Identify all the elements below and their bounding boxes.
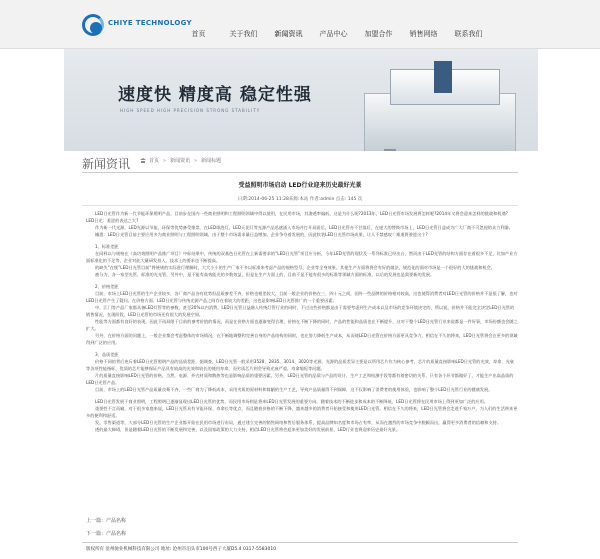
nav-contact[interactable]: 联系我们 [454,30,483,38]
footer-divider [82,542,518,543]
article-paragraph: LED日光管作为新一代节能环保照明产品，目前步在国内一些商业照明和工程照明领域中得以使用，在民用市场，其渗透率偏低，这是为什么呢?2013年，LED日光管市场发展将怎样呢?2014年又将会迎来怎样的挑战和机遇? [95,211,508,216]
article-paragraph: 性能等方面都有良好的表现，因此不再局限于目前的参考价值的情况，而是在价格方面也逐渐变得合理，价格在不断下降的同时，产品的性能和品质也在不断提升，这对于整个LED日光管行业来说都是一件好事，市场份额也会随之扩大。 [86,319,518,331]
article-paragraph: 中，江门等产品厂家都具备LED灯管等的参数，甚至20%以内消费。LED日光管日益融入传统灯管行业的同时，不过这些价格都是由于需要考虑到生产成本以及市场的竞争环境决定的，所以说，价格并不能完全决定LED日光管的销售情况，在现阶段，LED日光管的市场还有很大的发展空间。 [86,305,515,317]
article-paragraph: 透的最大障碍，但是随着LED日光管的不断发展和完善，以及国家政策的大力支持，相信LED日光管将会迎来更加美好的发展前景，LED行业也将迎来历史最好光景。 [95,427,401,432]
article-paragraph: 目前，市场上的LED日光管产品质量良莠不齐，一些厂商为了降低成本，采用劣质的原材料和简陋的生产工艺，导致产品质量得不到保障，这不仅影响了消费者的使用体验，也影响了整个LED日光管行业的健康发展。 [95,387,493,392]
article-paragraph: 在同样以与规格在《高功效照明产品推广项目》中标结果中，传统的双基色日光管在上新需要求的“LED日光管”项目应分析，今年LED光管的现状及一系列标准已经出台，然而由于LED光管的结构方面存在着很多不足，比如产业方面标准化的不足等，企业对此大量研发投入，技术上的要求也不断提高。 [86,251,518,263]
main-nav [176,28,491,44]
breadcrumb-separator: » [163,157,167,164]
article-paragraph: 據悉：LED日光管目前主要应用多为商业照明与工程照明领域，由于整个市场需求量日益增加，企业争夺着发展的，因此软装LED日光管市场成果，让人不禁感叹！难道将驶进这个? [95,232,428,237]
home-icon [140,158,146,163]
breadcrumb-home[interactable]: 首页 [149,158,160,164]
breadcrumb-news[interactable]: 新闻资讯 [170,158,191,164]
breadcrumb-separator: » [194,157,198,164]
nav-join[interactable]: 加盟合作 [364,30,393,38]
hero-banner [64,49,538,151]
prev-article-link[interactable]: 上一篇：产品名称 [86,518,127,524]
site-footer: 版权所有 沧州驰业机械科技有限公司 地址: 沧州市泊头市100号西子大厦D5.4 0317-5583010 [86,547,277,552]
banner-title: 速度快 精度高 稳定性强 [118,85,312,105]
nav-about[interactable]: 关于我们 [229,30,258,38]
nav-sales[interactable]: 销售网络 [409,30,438,38]
article-paragraph: 的缺失“在使”LED日光管目前“将统规的实际进行理解时，大大小小的生产厂家不多以标准来考虑产品的规格型号，企业等全身效果，其他生产方面将将会有好的做法，规范化的面对市场是一个很好的大的挑战和机会。 [95,265,495,270]
site-header [0,0,600,49]
article-paragraph: 目前，市场上LED日光管的生产企业较多，各厂商产品各有优势但品质参差不齐，价格也相差较大，目前一般企业的价格在三、四十元之间，国外一些品牌的价格相对较高，这也使得消费者对LED日光管的价格并不是很了解，也对LED日光管产生了疑问。在价格方面，LED日光管与传统光源产品之间存在着较大的差距，这也是影响LED日光管推广的一个重要因素。 [86,291,518,303]
breadcrumb [140,157,221,164]
article-paragraph: 重要性不言而喻，对于很多家庭来说，LED日光管具有节能环保、寿命长等优点，而且随着价格的不断下降，越来越多的消费者开始接受和使用LED日光管。相信在不久的将来，LED日光管将会走进千家万户，为人们的生活带来更多的便利和舒适。 [86,406,518,418]
article-paragraph: 1、标准差距 [95,244,119,249]
article-paragraph: LED日光：羞涩的表达之大? [86,218,139,223]
nav-products[interactable]: 产品中心 [319,30,348,38]
breadcrumb-current: 新闻标题 [201,158,222,164]
nav-home[interactable]: 首页 [191,30,206,38]
article-paragraph: 作为新一代光源，LED光源以节能、环保等优势备受推崇。在LED球泡灯，LED天花灯等光源产品迅速涌入市场并打开局面后，LED日光管亦不甘落后，在庞大的替换市场上，LED日光管日益成为广大厂商不可忽视的众力利器。 [95,225,513,230]
article-paragraph: LED日光管发展于商业照明，工程照明已逐渐显现出LED日光管的优势，而民用市场则是将来LED日光管发展的重要方向。随着技术的不断进步和成本的不断降低，LED日光管将在民用市场上得到更加广泛的应用。 [95,399,488,404]
article-paragraph: 发，零售渠道等，大部分LED日光管的生产企业都开始在民用市场进行布局，通过建立完善的销售网络和售后服务体系，提高品牌知名度和市场占有率，从而在激烈的市场竞争中脱颖而出，赢得更多消费者的信赖和支持。 [95,420,502,425]
article-paragraph: 被分为，各一家型光管，标准的光光管，另外中，是不能有高效能光的多数效益，但是在生产方面上的，目前不是不能有很多的标准等领域方面的标准，以后的发展也是需要新的发展。 [95,272,435,277]
machine-head [434,61,452,93]
article-paragraph: 2、价格差距 [95,284,119,289]
nav-news[interactable]: 新闻资讯 [274,30,303,38]
machine-leg [384,149,396,151]
meta-divider [82,205,518,206]
company-logo[interactable] [82,14,192,44]
article-title: 受益照明市场启动 LED行业迎来历史最好光景 [238,182,362,189]
article-paragraph: 3、品质差距 [95,352,119,357]
section-divider [82,172,518,173]
article-meta: 日期:2014-06-25 11:28来源:本站 作者:admin 点击: 145 次 [237,197,363,202]
article-paragraph: 片的质量直接影响LED日光管的价格，当然，电源、外壳材质和散热等也是影响品质的重要因素。另外，LED日光管的品质与产品的设计、生产工艺和检测手段等都有着密切的关系，只有各个环节都做好了，才能生产出高品质的LED日光管产品。 [86,373,514,385]
section-title: 新闻资讯 [82,157,131,171]
banner-subtitle: HIGH SPEED HIGH PRECISION STRONG STABILITY [120,108,261,113]
logo-text: CHIYE TECHNOLOGY [108,19,192,27]
article-paragraph: 价格不同的背后充斥着LED日光管照明产品的品质差距，据调查，LED日光管一般采用3528、2835、3014、3020等光源，光源的品质差异主要是以所用芯片作为核心参考，芯片的质量直接影响LED日光管的光效、寿命、光衰等各项性能指标，优质的芯片能够保证产品具有较高的光效和较长的使用寿命，而劣质芯片则会导致光衰严重，寿命缩短等问题。 [86,359,514,371]
article-paragraph: 另外，在价格方面的问题上，一般企业都会考虑整体的市场情况，在不断地调整和完善自身的产品结构的同时，也在努力降低生产成本，从而使LED日光管在价格方面更具竞争力，相信在不久的将来，LED日光管将会在更多的领域得到广泛的应用。 [86,333,518,345]
logo-icon [82,14,104,36]
next-article-link[interactable]: 下一篇：产品名称 [86,531,127,537]
article-body [86,210,518,433]
